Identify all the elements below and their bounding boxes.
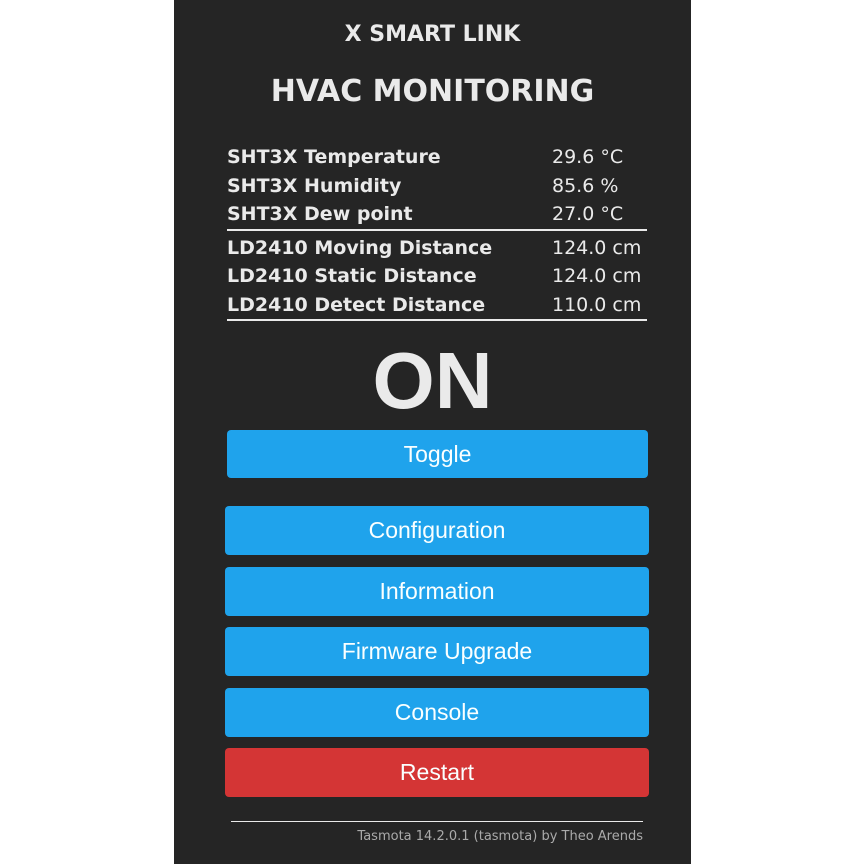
power-state: ON [372, 336, 493, 425]
sensor-row [227, 143, 647, 172]
sensor-value: 27.0 °C [552, 203, 624, 225]
information-button[interactable]: Information [225, 567, 649, 616]
footer-divider [231, 821, 643, 822]
sensor-divider [227, 320, 647, 324]
restart-button[interactable]: Restart [225, 748, 649, 797]
module-title: HVAC MONITORING [270, 74, 595, 109]
sensor-row [227, 172, 647, 201]
sensor-row [227, 262, 647, 291]
device-name: X SMART LINK [344, 22, 521, 47]
sensor-row [227, 200, 647, 230]
sensor-value: 124.0 cm [552, 265, 642, 287]
firmware-upgrade-button[interactable]: Firmware Upgrade [225, 627, 649, 676]
sensor-name: LD2410 Detect Distance [227, 293, 486, 316]
sensor-name: SHT3X Dew point [227, 203, 413, 225]
sensor-value: 29.6 °C [552, 146, 624, 168]
sensor-row [227, 291, 647, 321]
sensor-value: 110.0 cm [552, 293, 642, 316]
sensor-name: SHT3X Temperature [227, 146, 441, 168]
console-button[interactable]: Console [225, 688, 649, 737]
sensor-value: 85.6 % [552, 174, 619, 197]
configuration-button[interactable]: Configuration [225, 506, 649, 555]
sensor-value: 124.0 cm [552, 236, 642, 259]
sensor-name: LD2410 Static Distance [227, 265, 477, 287]
sensor-table [227, 143, 647, 324]
footer-credit: Tasmota 14.2.0.1 (tasmota) by Theo Arends [357, 829, 643, 844]
toggle-button[interactable]: Toggle [227, 430, 648, 478]
sensor-name: SHT3X Humidity [227, 174, 402, 197]
sensor-row [227, 234, 647, 263]
sensor-name: LD2410 Moving Distance [227, 236, 493, 259]
main-panel [174, 0, 691, 864]
